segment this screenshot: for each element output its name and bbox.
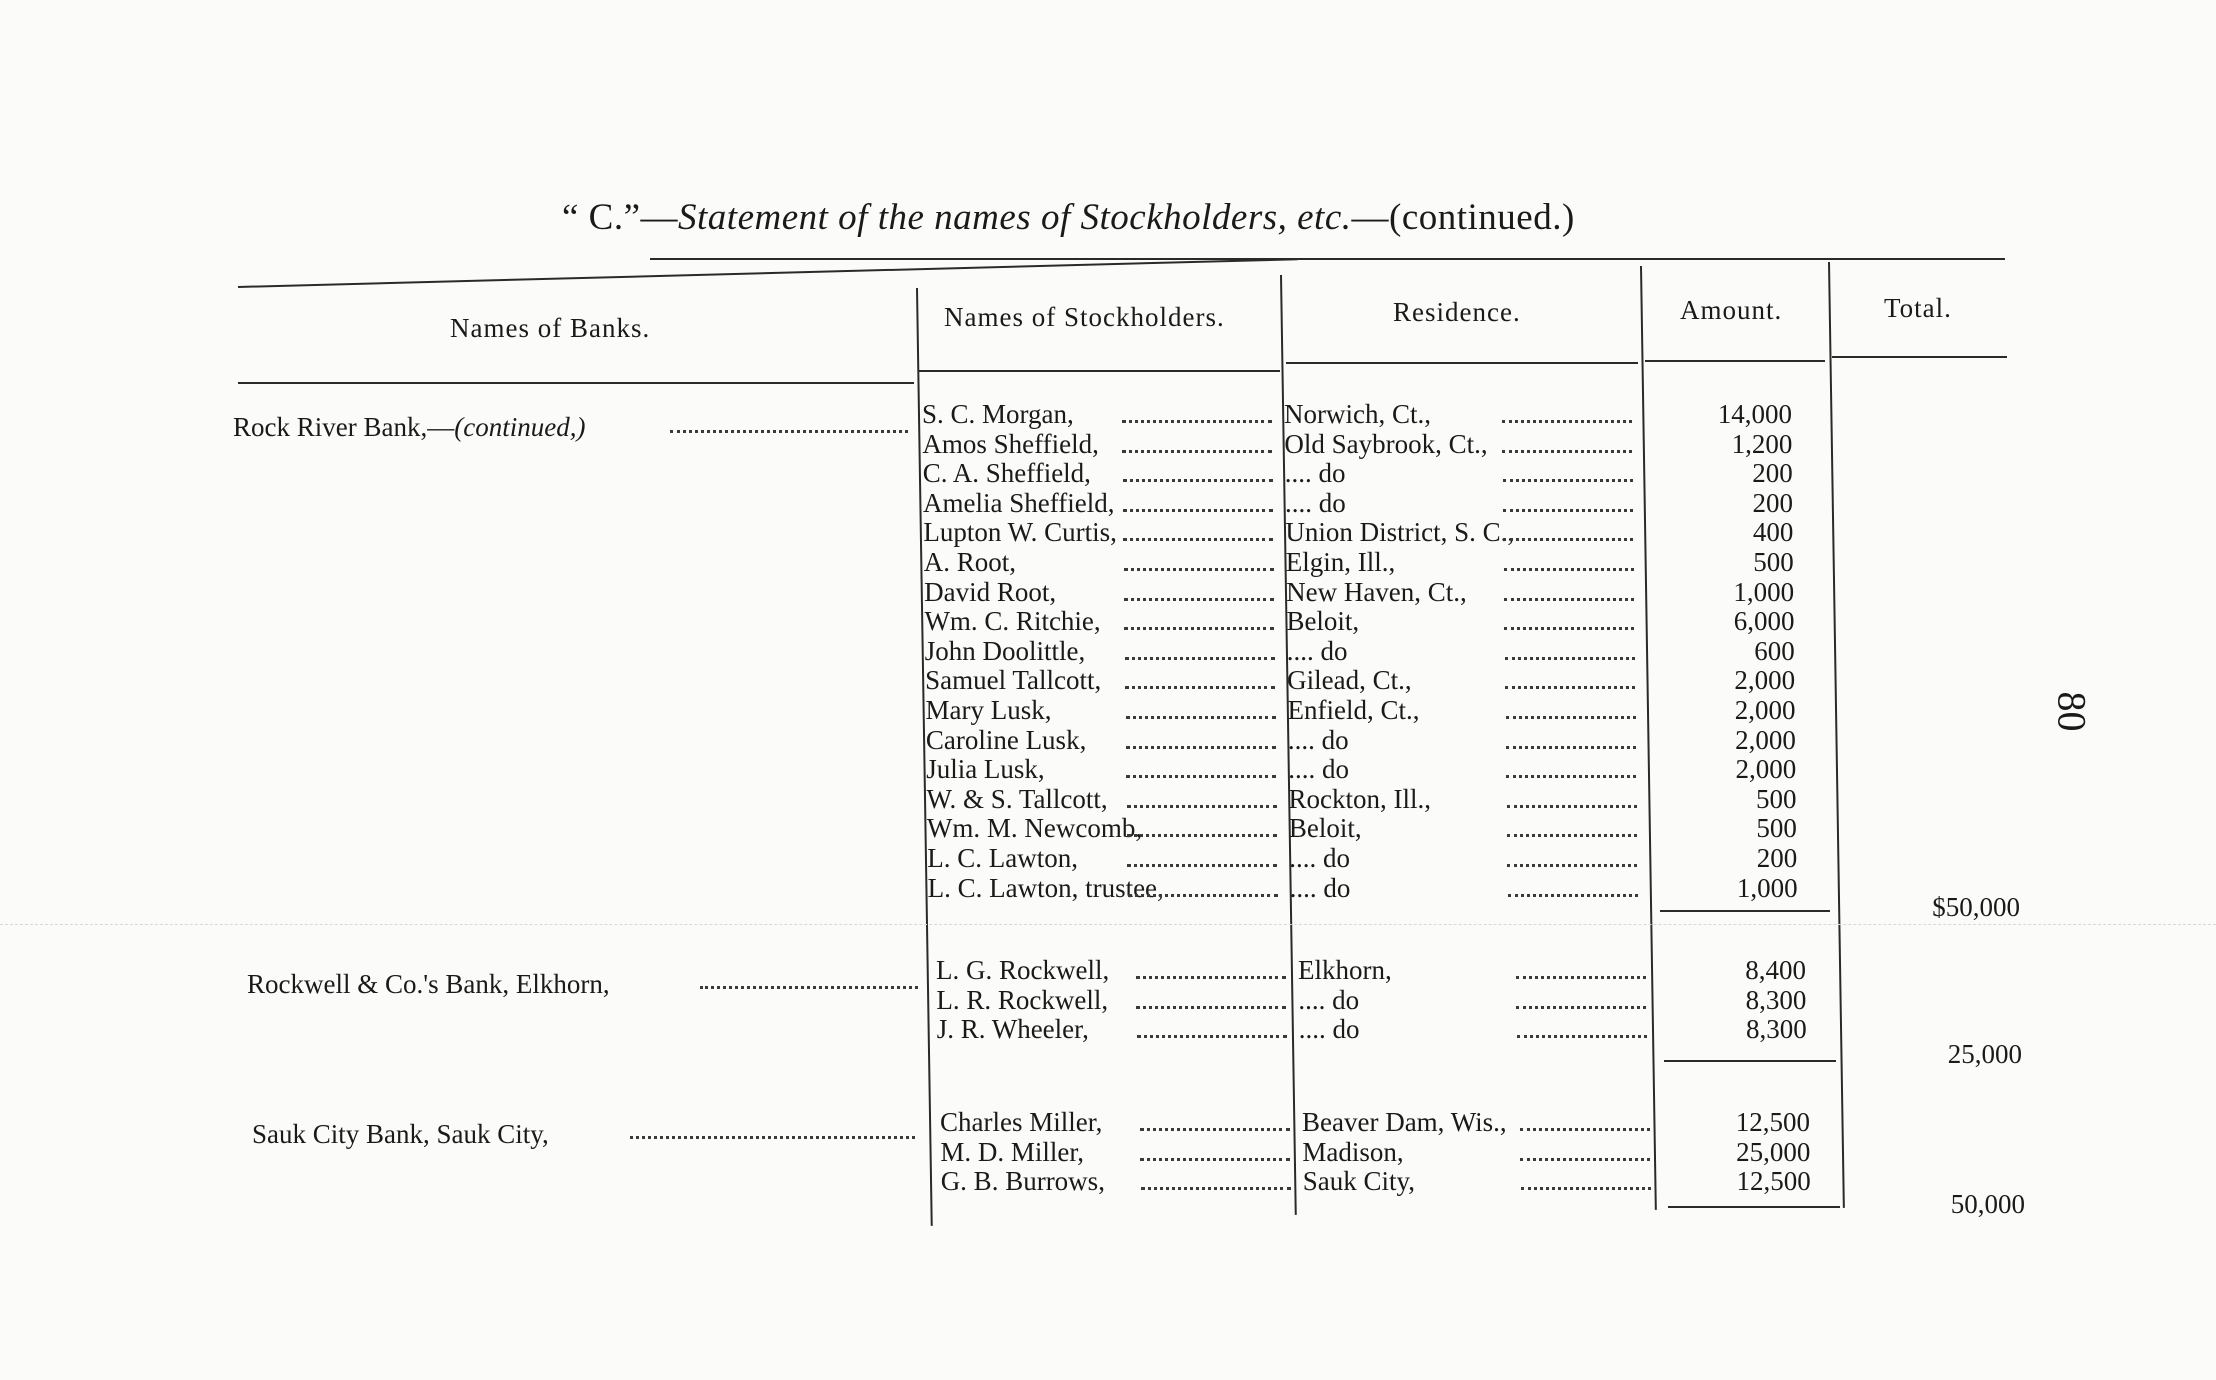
leader-dots	[1507, 864, 1637, 867]
leader-dots	[1521, 1187, 1651, 1190]
total-rock-river: $50,000	[1932, 892, 2020, 922]
leader-dots	[670, 430, 908, 433]
stockholder-amount: 500	[1756, 813, 1797, 844]
stockholder-amount: 8,300	[1745, 1014, 1807, 1045]
leader-dots	[1506, 775, 1636, 778]
stockholder-residence: Old Saybrook, Ct.,	[1284, 428, 1488, 459]
stockholder-name: Charles Miller,	[940, 1107, 1103, 1137]
header-amount: Amount.	[1680, 295, 1783, 325]
leader-dots	[1124, 568, 1274, 571]
leader-dots	[1123, 538, 1273, 541]
stockholder-residence: Rockton, Ill.,	[1288, 783, 1432, 814]
stockholder-name: L. C. Lawton,	[927, 843, 1078, 873]
stockholder-name: S. C. Morgan,	[922, 399, 1074, 429]
stockholder-amount: 8,400	[1745, 955, 1806, 985]
title-prefix: “ C.”—	[562, 197, 679, 238]
stockholder-amount: 1,200	[1731, 428, 1793, 459]
leader-dots	[1503, 538, 1633, 541]
stockholder-residence: Elkhorn,	[1298, 955, 1392, 985]
leader-dots	[1136, 1006, 1286, 1009]
leader-dots	[1140, 1128, 1290, 1131]
leader-dots	[1127, 805, 1277, 808]
stockholder-name: Lupton W. Curtis,	[923, 517, 1117, 548]
stockholder-residence: .... do	[1284, 458, 1346, 489]
subtotal-rule-rockwell	[1664, 1060, 1836, 1062]
leader-dots	[1517, 1035, 1647, 1038]
leader-dots	[1123, 479, 1273, 482]
stockholder-amount: 200	[1756, 843, 1798, 873]
stockholder-residence: .... do	[1289, 843, 1350, 873]
leader-dots	[1126, 716, 1276, 719]
leader-dots	[1127, 834, 1277, 837]
stockholder-residence: .... do	[1289, 872, 1351, 903]
total-sauk-city: 50,000	[1950, 1189, 2025, 1219]
title-italic: Statement of the names of Stockholders, etc.	[678, 197, 1352, 238]
leader-dots	[1516, 976, 1646, 979]
bank-name-rock-river: Rock River Bank,—(continued,)	[233, 412, 586, 442]
leader-dots	[700, 986, 918, 989]
stockholder-residence: Union District, S. C.,	[1285, 517, 1515, 548]
leader-dots	[1124, 598, 1274, 601]
stockholder-amount: 500	[1756, 783, 1797, 814]
stockholder-amount: 1,000	[1736, 872, 1798, 903]
leader-dots	[1126, 746, 1276, 749]
stockholder-residence: New Haven, Ct.,	[1286, 576, 1467, 607]
leader-dots	[1507, 805, 1637, 808]
stockholder-name: A. Root,	[923, 547, 1017, 577]
header-total: Total.	[1884, 293, 1952, 323]
stockholder-name: L. G. Rockwell,	[936, 955, 1110, 985]
leader-dots	[1122, 450, 1272, 453]
stockholder-name: M. D. Miller,	[940, 1136, 1085, 1167]
leader-dots	[1505, 686, 1635, 689]
stockholder-name: John Doolittle,	[924, 635, 1086, 666]
stockholder-name: J. R. Wheeler,	[936, 1014, 1089, 1045]
stockholder-amount: 2,000	[1734, 665, 1796, 696]
stockholder-amount: 12,500	[1735, 1107, 1810, 1137]
leader-dots	[630, 1136, 915, 1139]
title-suffix: —(continued.)	[1351, 197, 1575, 238]
header-rule-bank	[238, 382, 914, 384]
stockholder-residence: .... do	[1285, 487, 1346, 518]
top-rule-left	[238, 258, 1298, 288]
stockholder-name: L. C. Lawton, trustee,	[927, 872, 1164, 903]
leader-dots	[1140, 1158, 1290, 1161]
leader-dots	[1122, 420, 1272, 423]
leader-dots	[1504, 598, 1634, 601]
stockholder-residence: Enfield, Ct.,	[1287, 695, 1420, 725]
stockholder-amount: 2,000	[1735, 754, 1797, 785]
leader-dots	[1127, 864, 1277, 867]
stockholder-residence: .... do	[1286, 635, 1348, 666]
stockholder-name: Samuel Tallcott,	[925, 665, 1102, 696]
stockholder-name: Wm. M. Newcomb,	[926, 813, 1143, 844]
leader-dots	[1507, 834, 1637, 837]
total-rockwell: 25,000	[1947, 1039, 2022, 1069]
scan-fold-line	[0, 924, 2216, 925]
stockholder-residence: .... do	[1287, 724, 1349, 755]
leader-dots	[1516, 1006, 1646, 1009]
stockholder-name: G. B. Burrows,	[940, 1166, 1105, 1197]
leader-dots	[1504, 568, 1634, 571]
stockholder-residence: .... do	[1288, 754, 1349, 785]
leader-dots	[1124, 627, 1274, 630]
stockholder-residence: Beloit,	[1286, 606, 1360, 637]
stockholder-residence: .... do	[1298, 984, 1360, 1015]
stockholder-residence: Beloit,	[1288, 813, 1362, 844]
stockholder-residence: Beaver Dam, Wis.,	[1302, 1107, 1507, 1137]
stockholder-amount: 1,000	[1733, 576, 1795, 607]
top-rule-right	[650, 258, 2005, 260]
stockholder-amount: 200	[1752, 487, 1794, 518]
leader-dots	[1136, 976, 1286, 979]
stockholder-amount: 200	[1752, 458, 1793, 489]
stockholder-amount: 2,000	[1735, 724, 1796, 755]
bank-name-rockwell: Rockwell & Co.'s Bank, Elkhorn,	[247, 969, 610, 999]
stockholder-amount: 12,500	[1736, 1166, 1811, 1197]
stockholder-residence: Madison,	[1302, 1136, 1404, 1167]
header-stockholder-names: Names of Stockholders.	[944, 302, 1225, 332]
stockholder-amount: 400	[1752, 517, 1794, 548]
stockholder-name: David Root,	[924, 576, 1057, 607]
stockholder-name: Amelia Sheffield,	[923, 487, 1115, 518]
leader-dots	[1123, 509, 1273, 512]
page-number: 80	[2049, 691, 2095, 732]
subtotal-rule-rock-river	[1660, 910, 1830, 912]
header-bank-names: Names of Banks.	[450, 313, 651, 343]
header-residence: Residence.	[1393, 297, 1521, 327]
stockholder-amount: 8,300	[1745, 984, 1807, 1015]
leader-dots	[1503, 479, 1633, 482]
header-rule-stockholder	[918, 370, 1280, 372]
stockholder-residence: .... do	[1298, 1014, 1360, 1045]
stockholder-name: Caroline Lusk,	[925, 724, 1087, 755]
bank-name-sauk-city: Sauk City Bank, Sauk City,	[252, 1119, 549, 1149]
stockholder-residence: Gilead, Ct.,	[1287, 665, 1412, 696]
stockholder-amount: 25,000	[1736, 1136, 1811, 1167]
leader-dots	[1508, 894, 1638, 897]
leader-dots	[1141, 1187, 1291, 1190]
stockholder-name: W. & S. Tallcott,	[926, 783, 1108, 814]
leader-dots	[1125, 686, 1275, 689]
leader-dots	[1503, 509, 1633, 512]
stockholder-name: L. R. Rockwell,	[936, 984, 1109, 1015]
leader-dots	[1505, 657, 1635, 660]
subtotal-rule-sauk-city	[1668, 1206, 1840, 1208]
leader-dots	[1125, 657, 1275, 660]
stockholder-residence: Elgin, Ill.,	[1285, 547, 1396, 577]
stockholder-name: Wm. C. Ritchie,	[924, 606, 1101, 637]
leader-dots	[1506, 746, 1636, 749]
header-rule-amount	[1645, 360, 1825, 362]
stockholder-name: Amos Sheffield,	[922, 428, 1099, 459]
leader-dots	[1502, 450, 1632, 453]
stockholder-amount: 500	[1753, 547, 1794, 577]
stockholder-residence: Norwich, Ct.,	[1284, 399, 1431, 429]
leader-dots	[1126, 775, 1276, 778]
stockholder-amount: 14,000	[1717, 399, 1792, 429]
leader-dots	[1128, 894, 1278, 897]
stockholder-name: Julia Lusk,	[926, 754, 1045, 785]
leader-dots	[1502, 420, 1632, 423]
header-rule-residence	[1286, 362, 1638, 364]
leader-dots	[1504, 627, 1634, 630]
leader-dots	[1137, 1035, 1287, 1038]
leader-dots	[1506, 716, 1636, 719]
stockholder-name: Mary Lusk,	[925, 695, 1052, 725]
stockholder-name: C. A. Sheffield,	[922, 458, 1091, 489]
stockholder-amount: 600	[1754, 635, 1795, 666]
leader-dots	[1520, 1158, 1650, 1161]
stockholder-amount: 2,000	[1734, 695, 1796, 725]
stockholder-residence: Sauk City,	[1302, 1166, 1415, 1197]
leader-dots	[1520, 1128, 1650, 1131]
page-title	[562, 196, 1575, 239]
column-rule-4	[1828, 262, 1845, 1208]
header-rule-total	[1832, 356, 2007, 358]
stockholder-amount: 6,000	[1733, 606, 1795, 637]
